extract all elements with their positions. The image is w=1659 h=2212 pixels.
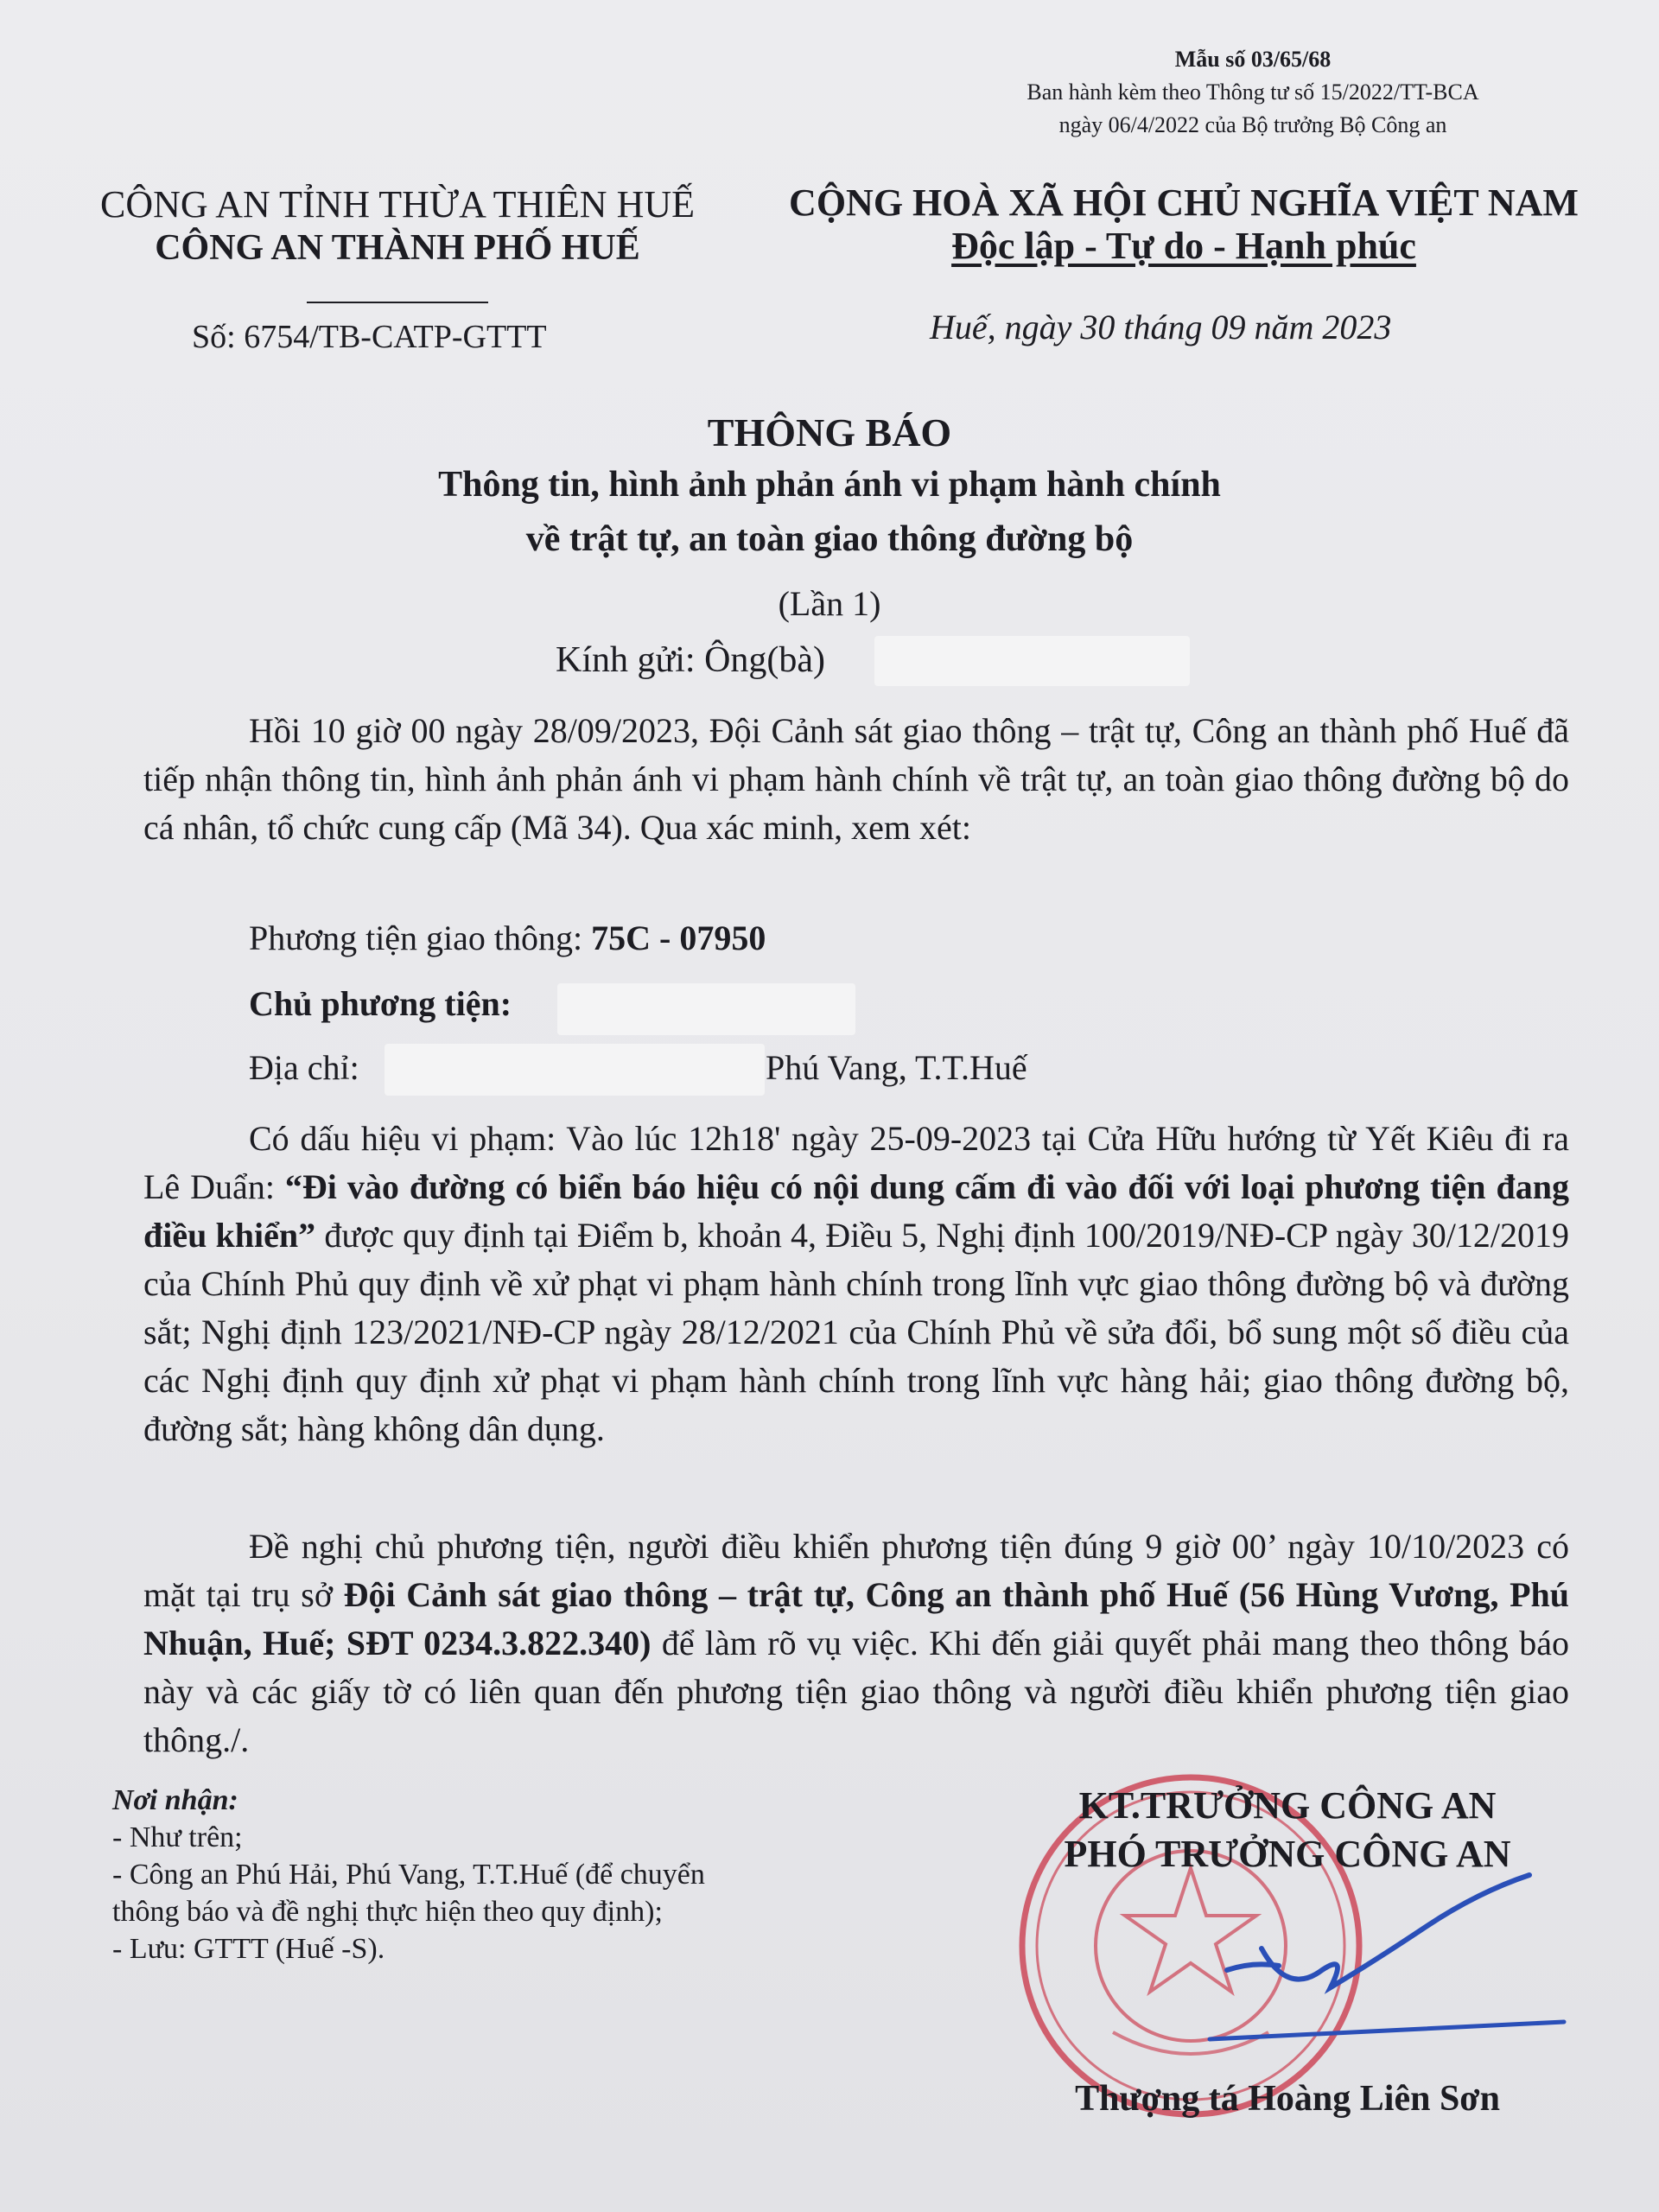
- address-line: [249, 1047, 359, 1088]
- agency-name: CÔNG AN THÀNH PHỐ HUẾ: [155, 228, 640, 268]
- owner-label: Chủ phương tiện:: [249, 984, 512, 1023]
- issuing-agency: [95, 183, 700, 313]
- form-issued-line1: Ban hành kèm theo Thông tư số 15/2022/TT-BCA: [1027, 79, 1479, 105]
- violation-quote: “Đi vào đường có biển báo hiệu có nội dung cấm đi vào đối với loại phương tiện đang điều khiển”: [143, 1167, 1569, 1255]
- recipient-item: - Như trên;: [112, 1821, 243, 1853]
- national-title: CỘNG HOÀ XÃ HỘI CHỦ NGHĨA VIỆT NAM: [789, 181, 1579, 224]
- agency-parent: CÔNG AN TỈNH THỪA THIÊN HUẾ: [99, 183, 695, 226]
- recipient-item: - Lưu: GTTT (Huế -S).: [112, 1933, 385, 1965]
- redacted-recipient-name: [874, 636, 1190, 686]
- document-number: Số: 6754/TB-CATP-GTTT: [192, 319, 547, 355]
- paragraph-receipt: Hồi 10 giờ 00 ngày 28/09/2023, Đội Cảnh sát giao thông – trật tự, Công an thành phố Huế đã tiếp nhận thông tin, hình ảnh phản ánh vi phạm hành chính về trật tự, an toàn giao thông đường bộ do cá nhân, tổ chức cung cấp (Mã 34). Qua xác minh, xem xét:: [143, 711, 1569, 847]
- redacted-address: [385, 1044, 765, 1096]
- document-subtitle-2: về trật tự, an toàn giao thông đường bộ: [525, 519, 1134, 559]
- signature-title-2: PHÓ TRƯỞNG CÔNG AN: [1064, 1833, 1511, 1875]
- place-date: Huế, ngày 30 tháng 09 năm 2023: [930, 308, 1392, 346]
- paragraph-request: [143, 1522, 1569, 1764]
- request-intro: Đề nghị chủ phương tiện, người điều khiển phương tiện đúng 9 giờ 00’ ngày 10/10/2023 có mặt tại trụ sở: [143, 1527, 1569, 1614]
- signature-title-1: KT.TRƯỞNG CÔNG AN: [1078, 1784, 1497, 1827]
- recipients-heading: Nơi nhận:: [112, 1784, 238, 1816]
- signer-name: Thượng tá Hoàng Liên Sơn: [1075, 2079, 1500, 2119]
- form-issued-line2: ngày 06/4/2022 của Bộ trưởng Bộ Công an: [1058, 112, 1447, 137]
- document-subtitle-1: Thông tin, hình ảnh phản ánh vi phạm hành chính: [438, 465, 1221, 505]
- recipient-label: Kính gửi: Ông(bà): [556, 640, 826, 680]
- recipient-item: - Công an Phú Hải, Phú Vang, T.T.Huế (để chuyển: [112, 1859, 705, 1891]
- form-code-block: [976, 43, 1529, 142]
- vehicle-plate: 75C - 07950: [591, 918, 766, 957]
- signature-title-block: [994, 1782, 1581, 1878]
- request-rest: để làm rõ vụ việc. Khi đến giải quyết phải mang theo thông báo này và các giấy tờ có liên quan đến phương tiện giao thông và người điều khiển phương tiện giao thông./.: [143, 1624, 1570, 1759]
- notice-round: (Lần 1): [778, 584, 881, 623]
- vehicle-label: Phương tiện giao thông:: [249, 918, 592, 957]
- redacted-owner-name: [557, 983, 855, 1035]
- national-motto: Độc lập - Tự do - Hạnh phúc: [951, 225, 1416, 267]
- recipient-line: [556, 639, 825, 681]
- address-value: Phú Vang, T.T.Huế: [766, 1048, 1027, 1087]
- form-code: Mẫu số 03/65/68: [1174, 47, 1332, 72]
- handwritten-signature: [1201, 1866, 1573, 2065]
- violation-legal-basis: được quy định tại Điểm b, khoản 4, Điều 5, Nghị định 100/2019/NĐ-CP ngày 30/12/2019 của Chính Phủ quy định về xử phạt vi phạm hành chính trong lĩnh vực giao thông đường bộ và đường sắt; Nghị định 123/2021/NĐ-CP ngày 28/12/2021 của Chính Phủ về sửa đổi, bổ sung một số điều của các Nghị định quy định xử phạt vi phạm hành chính trong lĩnh vực hàng hải; giao thông đường bộ, đường sắt; hàng không dân dụng.: [143, 1216, 1569, 1448]
- national-header: [760, 181, 1607, 268]
- owner-line: [249, 983, 512, 1024]
- vehicle-line: [249, 918, 766, 958]
- document-title: THÔNG BÁO: [707, 410, 952, 454]
- recipients-block: [112, 1782, 705, 1967]
- agency-underline: [307, 302, 488, 303]
- request-office: Đội Cảnh sát giao thông – trật tự, Công an thành phố Huế (56 Hùng Vương, Phú Nhuận, Huế; SĐT 0234.3.822.340): [143, 1575, 1569, 1662]
- address-label: Địa chỉ:: [249, 1048, 359, 1087]
- violation-intro: Có dấu hiệu vi phạm: Vào lúc 12h18' ngày 25-09-2023 tại Cửa Hữu hướng từ Yết Kiêu đi ra Lê Duẩn:: [143, 1119, 1569, 1206]
- recipient-item: thông báo và đề nghị thực hiện theo quy định);: [112, 1896, 663, 1928]
- paragraph-violation: [143, 1115, 1569, 1453]
